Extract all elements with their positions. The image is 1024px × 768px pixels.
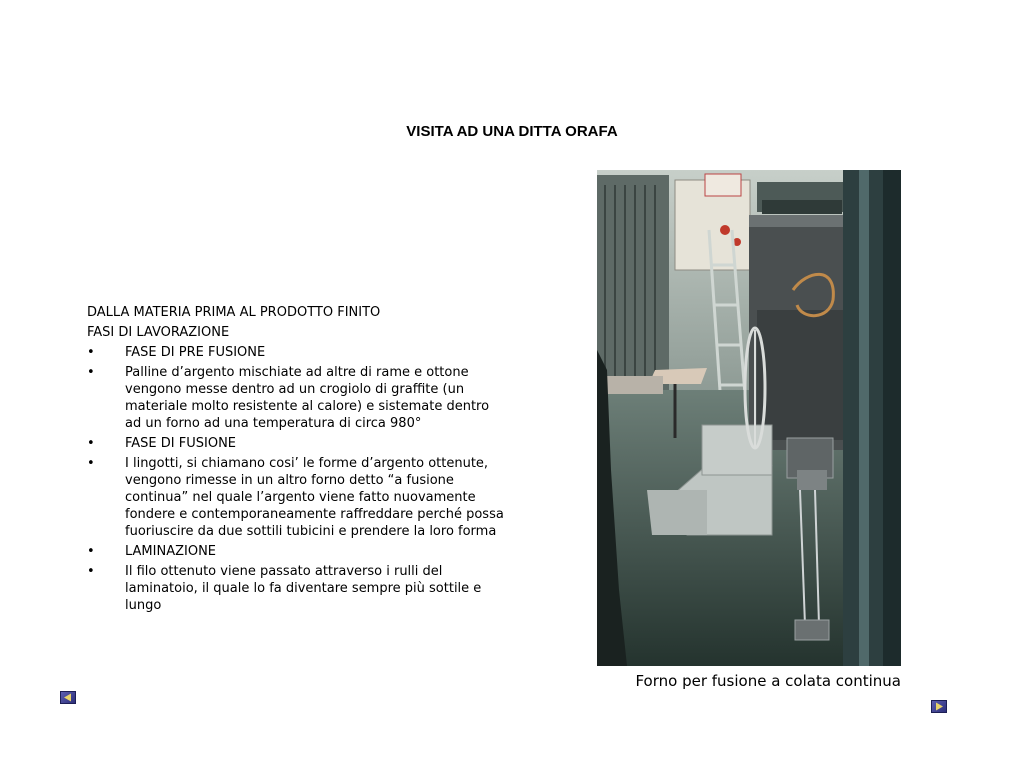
next-slide-button[interactable] [931, 700, 947, 713]
list-item-text: Palline d’argento mischiate ad altre di rame e ottone vengono messe dentro ad un crogiolo di graffite (un materiale molto resistente al calore) e sistemate dentro ad un forno ad una temperatura di circa 980° [125, 365, 490, 431]
bullet-icon: • [87, 436, 95, 451]
list-item [87, 543, 507, 560]
photo-caption: Forno per fusione a colata continua [635, 672, 901, 690]
bullet-icon: • [87, 365, 95, 380]
bullet-icon: • [87, 564, 95, 579]
list-item [87, 455, 507, 540]
intro-line: FASI DI LAVORAZIONE [87, 325, 230, 340]
list-item-text: I lingotti, si chiamano cosi’ le forme d’argento ottenute, vengono rimesse in un altro forno detto “a fusione continua” nel quale l’argento viene fatto nuovamente fondere e contemporaneamente raffreddare perché possa fuoriuscire da due sottili tubicini e prendere la loro forma [125, 456, 504, 539]
triangle-left-icon [61, 692, 75, 703]
furnace-photo [597, 170, 901, 666]
intro-line: DALLA MATERIA PRIMA AL PRODOTTO FINITO [87, 305, 381, 320]
list-item-text: Il filo ottenuto viene passato attraverso i rulli del laminatoio, il quale lo fa diventare sempre più sottile e lungo [125, 564, 482, 613]
bullet-icon: • [87, 345, 95, 360]
list-item [87, 563, 507, 614]
list-item [87, 364, 507, 432]
list-item-text: FASE DI PRE FUSIONE [125, 345, 266, 360]
text-block [87, 304, 507, 617]
previous-slide-button[interactable] [60, 691, 76, 704]
bullet-icon: • [87, 544, 95, 559]
bullet-icon: • [87, 456, 95, 471]
list-item [87, 435, 507, 452]
furnace-photo-illustration [597, 170, 901, 666]
bullet-list [87, 344, 507, 614]
triangle-right-icon [932, 701, 946, 712]
page-title: VISITA AD UNA DITTA ORAFA [406, 123, 618, 140]
list-item-text: FASE DI FUSIONE [125, 436, 237, 451]
list-item [87, 344, 507, 361]
list-item-text: LAMINAZIONE [125, 544, 217, 559]
